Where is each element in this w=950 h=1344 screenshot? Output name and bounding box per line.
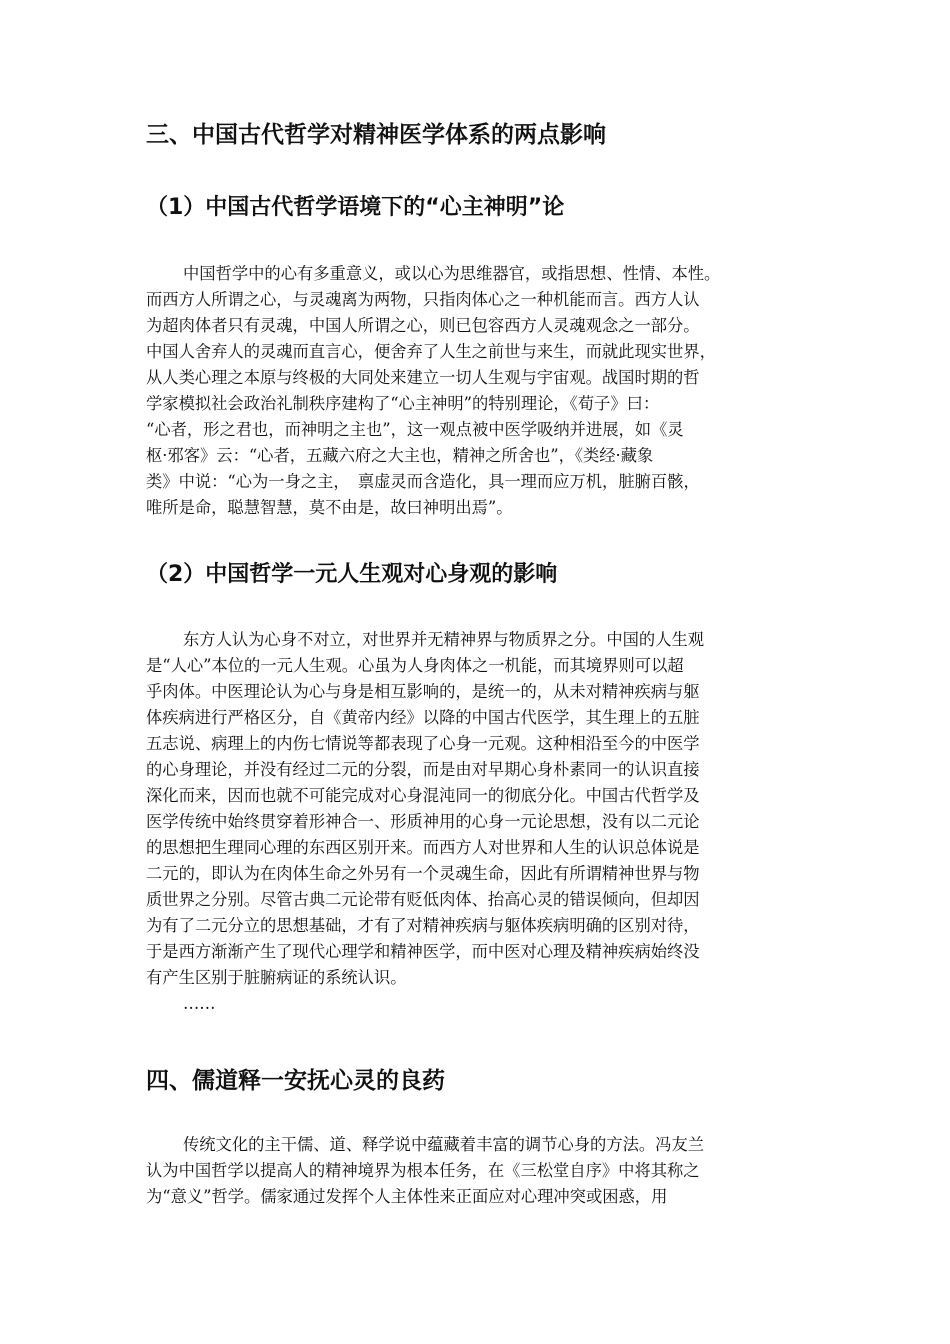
text-line: 而西方人所谓之心，与灵魂离为两物，只指肉体心之一种机能而言。西方人认 [146, 290, 700, 309]
paragraph-2 [146, 627, 806, 1017]
text-line: 从人类心理之本原与终极的大同处来建立一切人生观与宇宙观。战国时期的哲 [146, 368, 700, 387]
text-line: 类》中说：“心为一身之主， 禀虚灵而含造化，具一理而应万机，脏腑百骸， [146, 472, 700, 491]
text-line: 二元的，即认为在肉体生命之外另有一个灵魂生命，因此有所谓精神世界与物 [146, 864, 700, 883]
text-line: 枢·邪客》云：“心者，五藏六府之大主也，精神之所舍也”，《类经·藏象 [146, 446, 654, 465]
text-line: “心者，形之君也，而神明之主也”，这一观点被中医学吸纳并进展，如《灵 [146, 420, 684, 439]
text-line: 体疾病进行严格区分，自《黄帝内经》以降的中国古代医学，其生理上的五脏 [146, 708, 700, 727]
text-line: 质世界之分别。尽管古典二元论带有贬低肉体、抬高心灵的错误倾向，但却因 [146, 890, 700, 909]
text-line: 学家模拟社会政治礼制秩序建构了“心主神明”的特别理论，《荀子》曰： [146, 394, 660, 413]
text-line: 中国哲学中的心有多重意义，或以心为思维器官，或指思想、性情、本性。 [183, 264, 721, 283]
text-line: 传统文化的主干儒、道、释学说中蕴藏着丰富的调节心身的方法。冯友兰 [183, 1135, 705, 1154]
paragraph-3 [146, 1132, 806, 1210]
text-line: 认为中国哲学以提高人的精神境界为根本任务，在《三松堂自序》中将其称之 [146, 1161, 700, 1180]
sub-heading-1: （1）中国古代哲学语境下的“心主神明”论 [146, 195, 565, 220]
text-line: 有产生区别于脏腑病证的系统认识。 [146, 968, 407, 987]
text-line: 为“意义”哲学。儒家通过发挥个人主体性来正面应对心理冲突或困惑，用 [146, 1187, 668, 1206]
text-line: 五志说、病理上的内伤七情说等都表现了心身一元观。这种相沿至今的中医学 [146, 734, 700, 753]
text-line: 东方人认为心身不对立，对世界并无精神界与物质界之分。中国的人生观 [183, 630, 705, 649]
text-line: 深化而来，因而也就不可能完成对心身混沌同一的彻底分化。中国古代哲学及 [146, 786, 700, 805]
section-heading-four: 四、儒道释一安抚心灵的良药 [146, 1068, 445, 1094]
text-line: 于是西方渐渐产生了现代心理学和精神医学，而中医对心理及精神疾病始终没 [146, 942, 700, 961]
paragraph-1 [146, 261, 806, 521]
text-line: 唯所是命，聪慧智慧，莫不由是，故曰神明出焉”。 [146, 498, 513, 517]
text-line: 是“人心”本位的一元人生观。心虽为人身肉体之一机能，而其境界则可以超 [146, 656, 684, 675]
text-line: 为有了二元分立的思想基础，才有了对精神疾病与躯体疾病明确的区别对待， [146, 916, 700, 935]
ellipsis-line: …… [183, 994, 216, 1013]
text-line: 中国人舍弃人的灵魂而直言心，便舍弃了人生之前世与来生，而就此现实世界， [146, 342, 716, 361]
text-line: 医学传统中始终贯穿着形神合一、形质神用的心身一元论思想，没有以二元论 [146, 812, 700, 831]
sub-heading-2: （2）中国哲学一元人生观对心身观的影响 [146, 562, 558, 587]
text-line: 的心身理论，并没有经过二元的分裂，而是由对早期心身朴素同一的认识直接 [146, 760, 700, 779]
section-heading-three: 三、中国古代哲学对精神医学体系的两点影响 [146, 122, 606, 148]
text-line: 的思想把生理同心理的东西区别开来。而西方人对世界和人生的认识总体说是 [146, 838, 700, 857]
text-line: 乎肉体。中医理论认为心与身是相互影响的，是统一的，从未对精神疾病与躯 [146, 682, 700, 701]
text-line: 为超肉体者只有灵魂，中国人所谓之心，则已包容西方人灵魂观念之一部分。 [146, 316, 700, 335]
